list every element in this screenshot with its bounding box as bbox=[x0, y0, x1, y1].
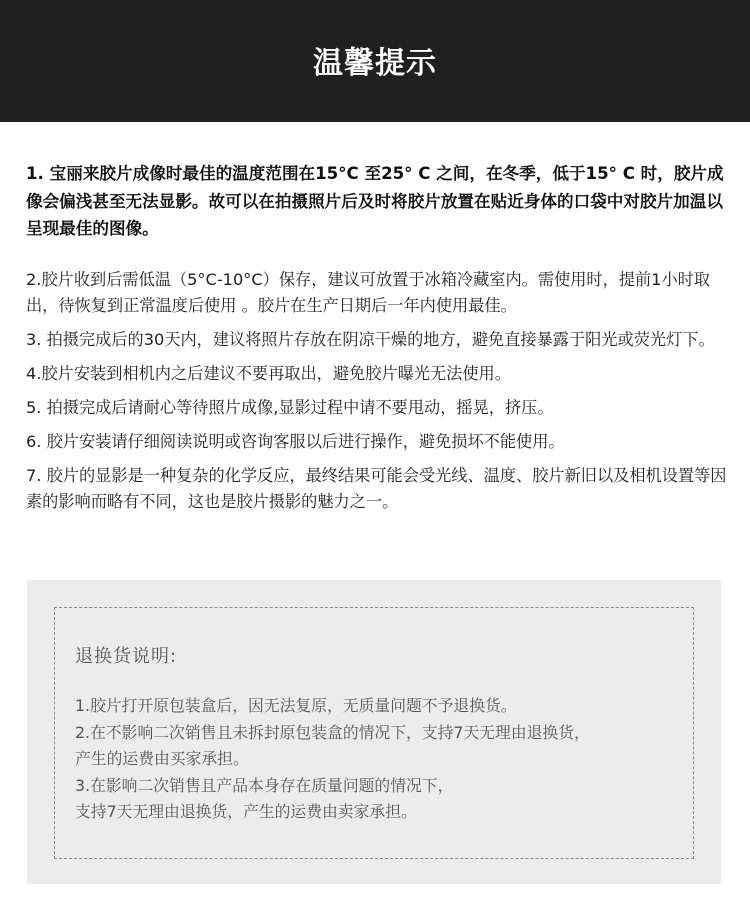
policy-line: 1.胶片打开原包装盒后，因无法复原，无质量问题不予退换货。 bbox=[75, 696, 517, 715]
return-policy-panel bbox=[27, 580, 721, 884]
page-title: 温馨提示 bbox=[313, 46, 437, 81]
return-policy-lines bbox=[75, 693, 685, 826]
film-install-note: 4.胶片安装到相机内之后建议不要再取出，避免胶片曝光无法使用。 bbox=[26, 363, 511, 383]
policy-line: 3.在影响二次销售且产品本身存在质量问题的情况下， bbox=[75, 775, 454, 795]
policy-line: 产生的运费由买家承担。 bbox=[75, 749, 249, 768]
developing-note: 5. 拍摄完成后请耐心等待照片成像,显影过程中请不要甩动，摇晃，挤压。 bbox=[26, 397, 554, 417]
tips-section bbox=[26, 160, 732, 523]
storage-note: 2.胶片收到后需低温（5°C-10°C）保存，建议可放置于冰箱冷藏室内。需使用时，提前1小时取出，待恢复到正常温度后使用 。胶片在生产日期后一年内使用最佳。 bbox=[26, 269, 711, 315]
return-policy-title: 退换货说明: bbox=[75, 646, 178, 667]
policy-line: 2.在不影响二次销售且未拆封原包装盒的情况下，支持7天无理由退换货， bbox=[75, 722, 590, 742]
photo-storage-note: 3. 拍摄完成后的30天内，建议将照片存放在阴凉干燥的地方，避免直接暴露于阳光或荧光灯下。 bbox=[26, 329, 715, 349]
return-policy-box bbox=[54, 607, 694, 859]
policy-line: 支持7天无理由退换货，产生的运费由卖家承担。 bbox=[75, 802, 417, 821]
temperature-note: 1. 宝丽来胶片成像时最佳的温度范围在15°C 至25° C 之间，在冬季，低于15° C 时，胶片成像会偏浅甚至无法显影。故可以在拍摄照片后及时将胶片放置在贴近身体的口袋中对胶片加温以呈现最佳的图像。 bbox=[26, 164, 724, 238]
chemical-reaction-note: 7. 胶片的显影是一种复杂的化学反应，最终结果可能会受光线、温度、胶片新旧以及相机设置等因素的影响而略有不同，这也是胶片摄影的魅力之一。 bbox=[26, 465, 727, 511]
header-banner bbox=[0, 0, 750, 122]
install-instruction-note: 6. 胶片安装请仔细阅读说明或咨询客服以后进行操作，避免损坏不能使用。 bbox=[26, 431, 565, 451]
